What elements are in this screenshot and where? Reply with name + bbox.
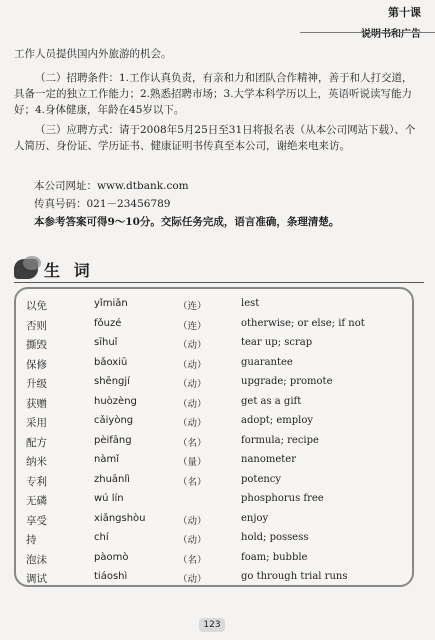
vocab-row xyxy=(16,549,416,568)
vocab-pinyin: fǒuzé xyxy=(94,317,122,329)
vocab-pinyin: chí xyxy=(94,532,109,543)
vocab-word: 保修 xyxy=(26,358,47,371)
vocab-heading-divider xyxy=(14,282,424,283)
lesson-number: 第十课 xyxy=(388,6,421,19)
vocab-word: 采用 xyxy=(26,417,47,429)
vocab-heading-text: 生 词 xyxy=(44,261,94,280)
vocab-definition: enjoy xyxy=(241,512,269,524)
vocab-definition: phosphorus free xyxy=(241,493,324,504)
vocab-definition: potency xyxy=(241,473,282,485)
vocab-heading-icon-accent xyxy=(23,256,41,270)
vocab-word: 享受 xyxy=(26,514,47,527)
vocab-part-of-speech: （动） xyxy=(178,379,207,390)
vocab-definition: tear up; scrap xyxy=(241,337,313,348)
vocab-pinyin: yǐmiǎn xyxy=(94,298,128,309)
paragraph-intro-end: 工作人员提供国内外旅游的机会。 xyxy=(14,48,172,60)
vocab-definition: formula; recipe xyxy=(241,434,319,446)
vocab-pinyin: tiáoshì xyxy=(94,571,128,582)
vocab-definition: otherwise; or else; if not xyxy=(241,317,365,329)
vocab-pinyin: nàmǐ xyxy=(94,454,119,465)
vocab-word: 撕毁 xyxy=(26,339,47,351)
vocab-row xyxy=(16,510,416,529)
vocab-row xyxy=(16,315,416,334)
vocab-table xyxy=(14,287,414,587)
vocab-part-of-speech: （连） xyxy=(178,320,207,332)
vocab-row xyxy=(16,471,416,490)
vocab-definition: adopt; employ xyxy=(241,415,314,426)
vocab-word: 以免 xyxy=(26,300,47,312)
vocab-pinyin: pèifāng xyxy=(94,434,132,446)
vocab-part-of-speech: （动） xyxy=(178,418,207,429)
vocab-pinyin: sīhuǐ xyxy=(94,337,118,348)
vocab-definition: hold; possess xyxy=(241,532,309,543)
vocab-definition: foam; bubble xyxy=(241,551,308,563)
fax-number-line: 传真号码：021－23456789 xyxy=(34,198,171,210)
vocab-row xyxy=(16,334,416,353)
paragraph-application-method: （三）应聘方式：请于2008年5月25日至31日将报名表（从本公司网站下载）、个人简历、身份证、学历证书、健康证明书传真至本公司，谢绝来电来访。 xyxy=(14,124,416,152)
vocab-part-of-speech: （量） xyxy=(178,457,207,468)
vocab-part-of-speech: （动） xyxy=(178,574,207,585)
vocab-row xyxy=(16,373,416,392)
lesson-topic: 说明书和广告 xyxy=(361,29,421,40)
vocab-row xyxy=(16,568,416,587)
vocab-definition: upgrade; promote xyxy=(241,376,333,387)
vocab-word: 配方 xyxy=(26,436,47,449)
vocab-pinyin: zhuānlì xyxy=(94,473,130,485)
vocab-part-of-speech: （动） xyxy=(178,535,207,546)
vocab-row xyxy=(16,295,416,314)
vocab-row xyxy=(16,451,416,470)
vocab-word: 纳米 xyxy=(26,456,47,468)
vocab-word: 否则 xyxy=(26,319,47,332)
vocab-row xyxy=(16,412,416,431)
page-header xyxy=(361,4,421,40)
vocab-row xyxy=(16,393,416,412)
reference-answer-note: 本参考答案可得9～10分。交际任务完成，语言准确，条理清楚。 xyxy=(34,216,340,228)
vocab-definition: get as a gift xyxy=(241,395,302,407)
vocab-word: 专利 xyxy=(26,475,47,488)
vocab-definition: lest xyxy=(241,298,260,309)
vocab-pinyin: wú lín xyxy=(94,493,124,504)
vocab-part-of-speech: （名） xyxy=(178,476,207,488)
vocab-word: 泡沫 xyxy=(26,553,47,566)
vocab-definition: go through trial runs xyxy=(241,571,348,582)
vocab-word: 升级 xyxy=(26,378,47,390)
vocab-part-of-speech: （连） xyxy=(178,301,207,312)
vocab-word: 持 xyxy=(26,534,37,546)
vocab-part-of-speech: （动） xyxy=(178,340,207,351)
vocab-part-of-speech: （动） xyxy=(178,515,207,527)
company-website-line: 本公司网址：www.dtbank.com xyxy=(34,180,189,192)
vocab-row xyxy=(16,432,416,451)
vocab-definition: guarantee xyxy=(241,356,293,368)
vocab-pinyin: shēngjí xyxy=(94,376,130,387)
page-number: 123 xyxy=(199,618,225,632)
vocab-word: 调试 xyxy=(26,573,47,585)
vocab-row xyxy=(16,490,416,509)
vocab-part-of-speech: （名） xyxy=(178,437,207,449)
vocab-word: 无磷 xyxy=(26,495,47,507)
vocab-part-of-speech: （动） xyxy=(178,359,207,371)
vocab-pinyin: cǎiyòng xyxy=(94,415,134,426)
vocab-row xyxy=(16,529,416,548)
vocab-pinyin: pàomò xyxy=(94,551,129,563)
header-divider xyxy=(300,32,435,33)
vocab-definition: nanometer xyxy=(241,454,296,465)
vocab-row xyxy=(16,354,416,373)
vocab-pinyin: xiǎngshòu xyxy=(94,512,146,524)
vocab-part-of-speech: （名） xyxy=(178,554,207,566)
vocab-word: 获赠 xyxy=(26,397,47,410)
vocab-part-of-speech: （动） xyxy=(178,398,207,410)
vocab-pinyin: bǎoxiū xyxy=(94,356,128,368)
vocab-pinyin: huòzèng xyxy=(94,395,137,407)
paragraph-conditions: （二）招聘条件：1.工作认真负责，有亲和力和团队合作精神，善于和人打交道，具备一定的独立工作能力；2.熟悉招聘市场；3.大学本科学历以上，英语听说读写能力好；4.身体健康，年龄在45岁以下。 xyxy=(14,72,413,116)
vocab-section-heading xyxy=(14,256,114,282)
